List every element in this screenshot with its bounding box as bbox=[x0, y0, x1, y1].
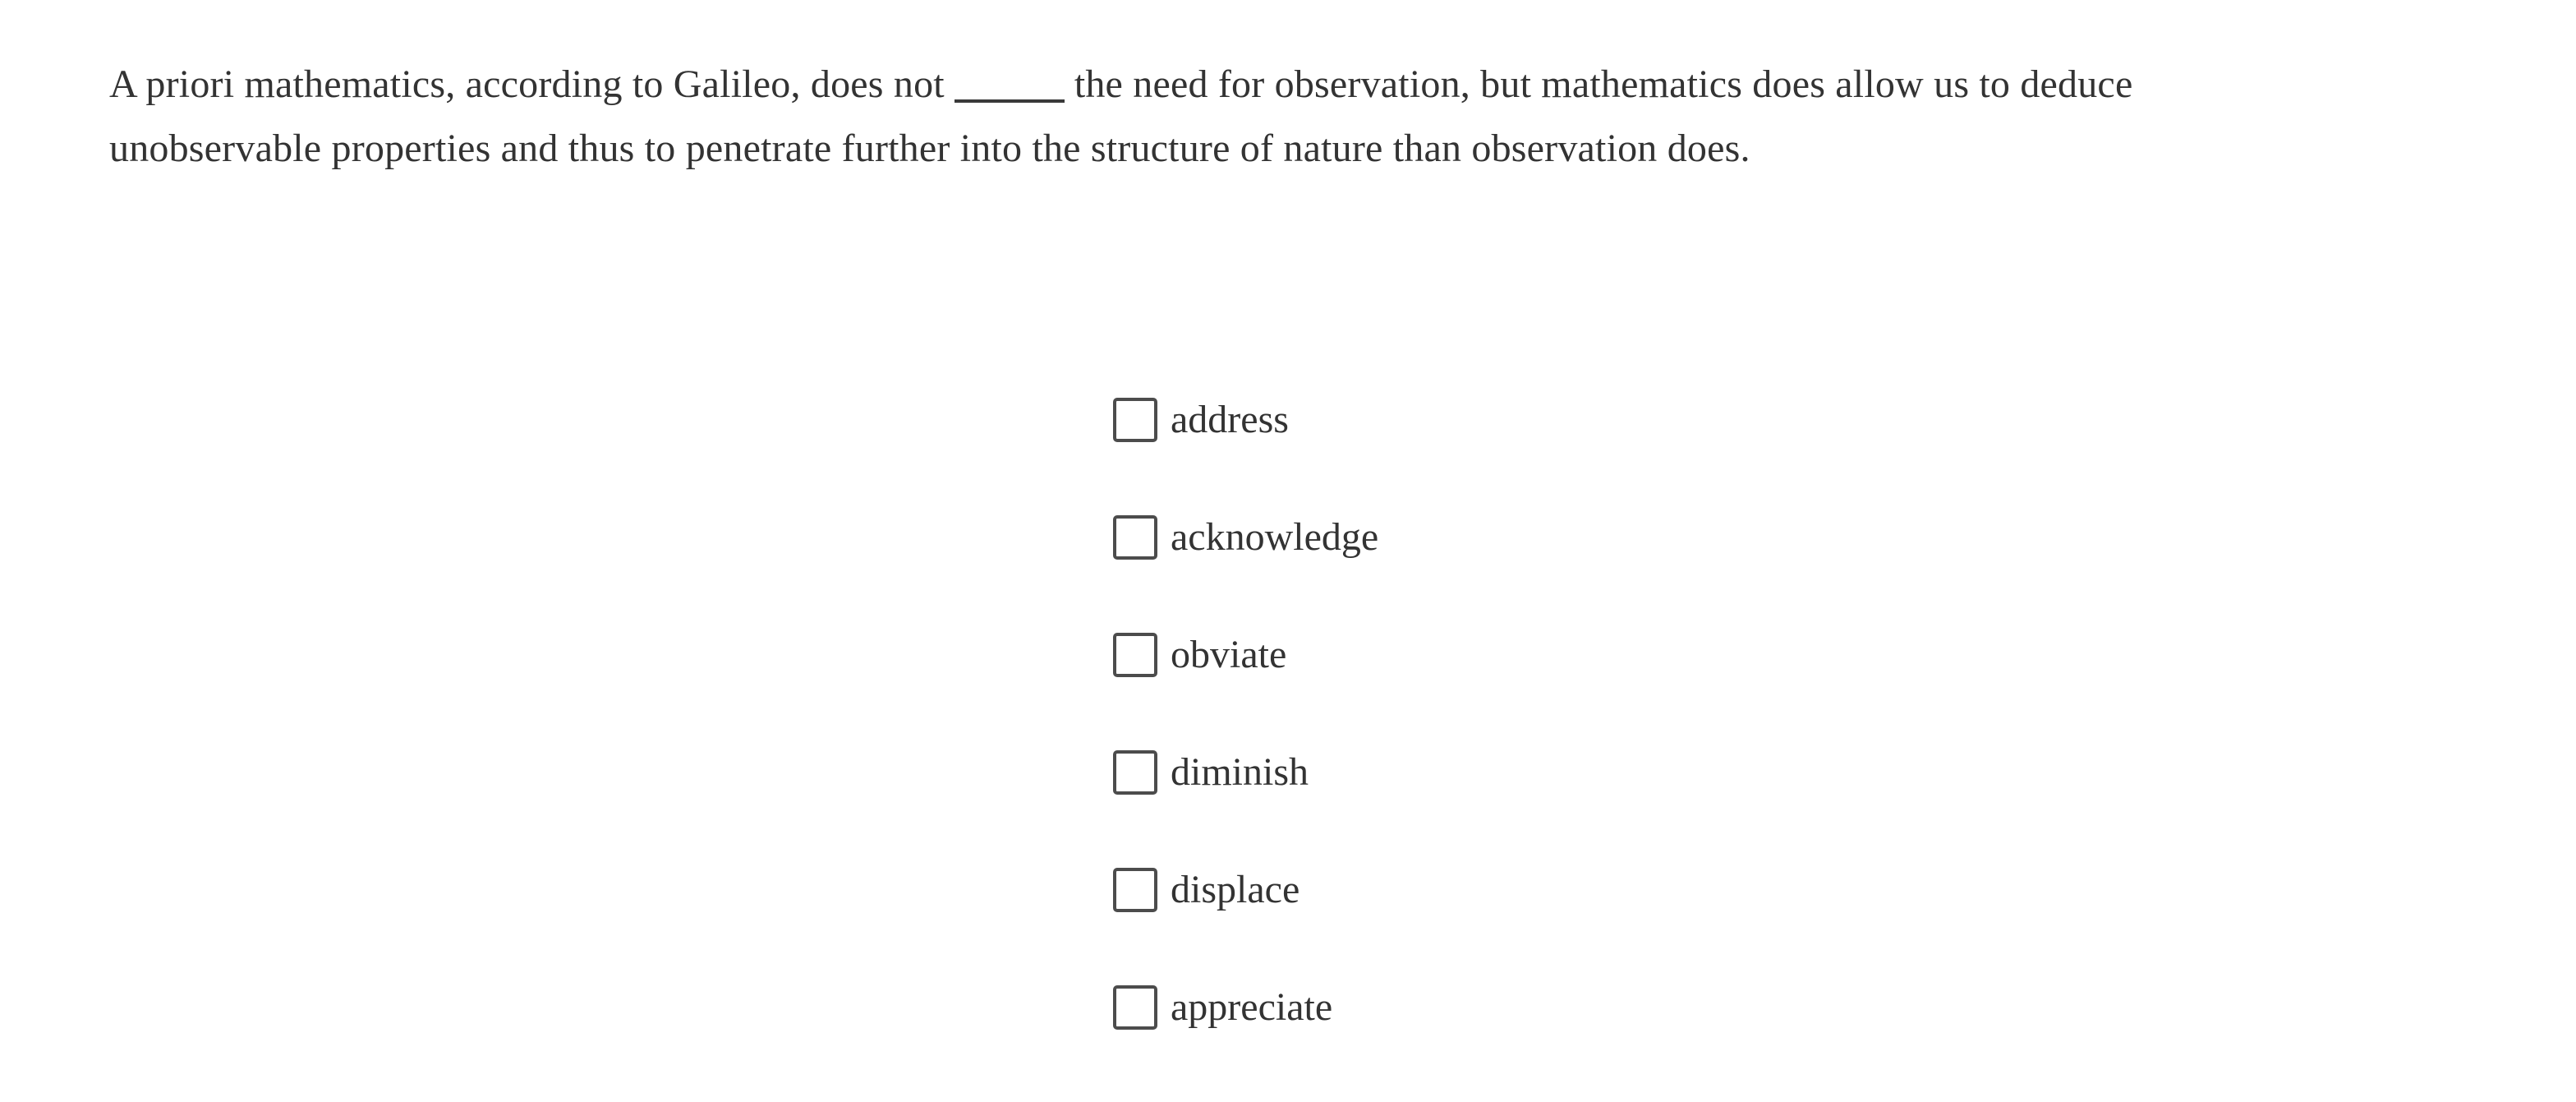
option-checkbox-5[interactable] bbox=[1113, 868, 1157, 912]
option-row-3[interactable] bbox=[1113, 632, 1378, 677]
option-label-5[interactable]: displace bbox=[1171, 868, 1300, 911]
option-row-1[interactable] bbox=[1113, 397, 1378, 442]
option-label-3[interactable]: obviate bbox=[1171, 633, 1287, 676]
option-label-6[interactable]: appreciate bbox=[1171, 985, 1333, 1029]
option-checkbox-2[interactable] bbox=[1113, 515, 1157, 560]
option-checkbox-1[interactable] bbox=[1113, 398, 1157, 442]
option-row-6[interactable] bbox=[1113, 984, 1378, 1030]
question-text-line2: unobservable properties and thus to penetrate further into the structure of nature than observation does. bbox=[109, 127, 1750, 170]
option-checkbox-4[interactable] bbox=[1113, 750, 1157, 795]
question-text-before-blank: A priori mathematics, according to Galileo, does not bbox=[109, 62, 945, 106]
option-row-2[interactable] bbox=[1113, 514, 1378, 560]
option-label-2[interactable]: acknowledge bbox=[1171, 515, 1379, 559]
question-text bbox=[109, 53, 2426, 181]
option-checkbox-3[interactable] bbox=[1113, 633, 1157, 677]
option-checkbox-6[interactable] bbox=[1113, 985, 1157, 1030]
option-label-1[interactable]: address bbox=[1171, 398, 1289, 441]
option-label-4[interactable]: diminish bbox=[1171, 750, 1309, 794]
answer-options-list bbox=[1113, 397, 1378, 1102]
answer-blank bbox=[954, 99, 1065, 103]
question-text-after-blank: the need for observation, but mathematics does allow us to deduce bbox=[1074, 62, 2133, 106]
option-row-4[interactable] bbox=[1113, 749, 1378, 795]
option-row-5[interactable] bbox=[1113, 867, 1378, 912]
